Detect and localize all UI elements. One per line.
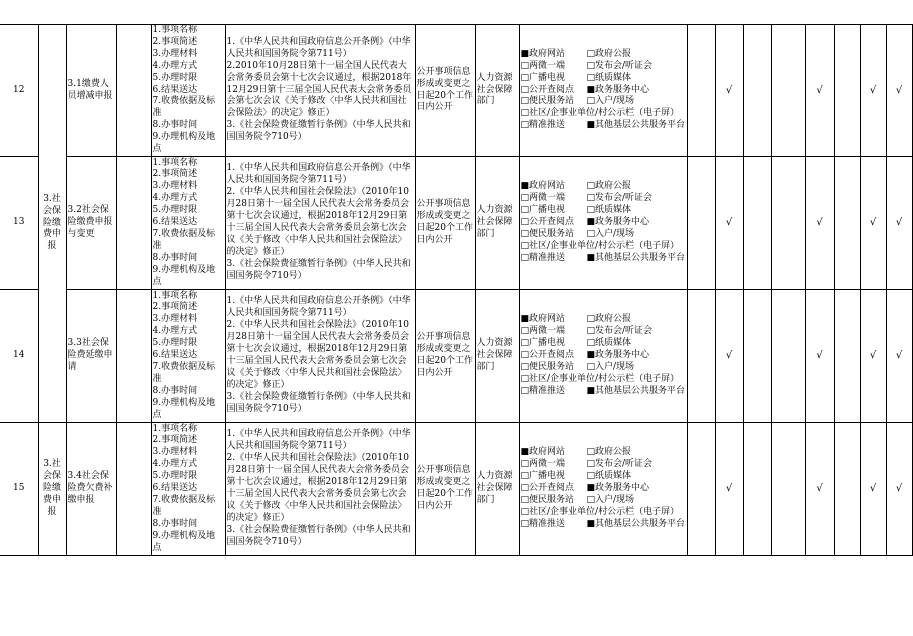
public-elements-cell: 1.事项名称 2.事项简述 3.办理材料 4.办理方式 5.办理时限 6.结果送达 7.收费依据及标准 8.办事时间 9.办理机构及地点 <box>151 157 225 290</box>
checkmark-cell <box>743 25 771 157</box>
checkmark-cell <box>771 25 805 157</box>
checkmark-cell: √ <box>860 157 886 290</box>
checkmark-cell: √ <box>860 423 886 556</box>
channel-option: ■政务服务中心 <box>586 217 650 228</box>
department-cell: 人力资源社会保障部门 <box>475 290 519 423</box>
channels-cell <box>519 290 687 423</box>
channel-line <box>521 108 686 120</box>
channel-option: □精准推送 <box>520 385 566 396</box>
channels-cell <box>519 25 687 157</box>
channel-option: □便民服务站 <box>520 361 575 372</box>
channel-line <box>521 386 686 398</box>
channel-option: □发布会/听证会 <box>586 459 653 470</box>
table-row <box>0 157 912 290</box>
channel-option: ■其他基层公共服务平台 <box>586 252 686 263</box>
time-limit-cell: 公开事项信息形成或变更之日起20个工作日内公开 <box>415 157 475 290</box>
channel-option: □便民服务站 <box>520 96 575 107</box>
department-cell: 人力资源社会保障部门 <box>475 157 519 290</box>
department-cell: 人力资源社会保障部门 <box>475 423 519 556</box>
channel-option: □广播电视 <box>520 72 566 83</box>
channel-option: ■其他基层公共服务平台 <box>586 120 686 131</box>
legal-basis-cell: 1.《中华人民共和国政府信息公开条例》（中华人民共和国国务院令第711号） 2.2010年10月28日第十一届全国人民代表大会常务委员会第十七次会议通过，根据2018年12月29日第十三届全国人民代表大会常务委员会第七次会议《关于修改〈中华人民共和国社会保险法〉的决定》修正） 3.《社会保险费征缴暂行条例》（中华人民共和国国务院令710号） <box>225 25 415 157</box>
channel-option: □公开查阅点 <box>520 84 575 95</box>
channel-option: ■政府网站 <box>520 181 566 192</box>
channel-option: □纸质媒体 <box>586 471 632 482</box>
checkmark-cell: √ <box>886 25 912 157</box>
category-cell: 3.社会保险缴费申报 <box>38 25 66 423</box>
channel-option: □公开查阅点 <box>520 350 575 361</box>
channel-line <box>521 447 686 459</box>
channel-line <box>521 495 686 507</box>
blank-cell <box>116 25 151 157</box>
legal-basis-cell: 1.《中华人民共和国政府信息公开条例》（中华人民共和国国务院令第711号） 2.《中华人民共和国社会保险法》（2010年10月28日第十一届全国人民代表大会常务委员会第十七次会议通过，根据2018年12月29日第十三届全国人民代表大会常务委员会第七次会议《关于修改〈中华人民共和国社会保险法〉的决定》修正） 3.《社会保险费征缴暂行条例》（中华人民共和国国务院令710号） <box>225 157 415 290</box>
subitem-cell: 3.3社会保险费延缴申请 <box>66 290 116 423</box>
channel-option: □入户/现场 <box>586 361 635 372</box>
public-elements-cell: 1.事项名称 2.事项简述 3.办理材料 4.办理方式 5.办理时限 6.结果送达 7.收费依据及标准 8.办事时间 9.办理机构及地点 <box>151 423 225 556</box>
department-cell: 人力资源社会保障部门 <box>475 25 519 157</box>
row-number-cell: 13 <box>0 157 38 290</box>
channel-option: □政府公报 <box>586 181 632 192</box>
channel-option: □社区/企事业单位/村公示栏（电子屏） <box>520 108 680 119</box>
disclosure-table <box>0 24 913 556</box>
channel-line <box>521 326 686 338</box>
channel-option: ■政务服务中心 <box>586 84 650 95</box>
table-row <box>0 423 912 556</box>
checkmark-cell: √ <box>860 290 886 423</box>
table-row <box>0 290 912 423</box>
channel-option: □两微一端 <box>520 193 566 204</box>
channel-line <box>521 61 686 73</box>
channel-option: □发布会/听证会 <box>586 193 653 204</box>
channel-option: □精准推送 <box>520 252 566 263</box>
channel-option: ■政务服务中心 <box>586 483 650 494</box>
channel-option: □精准推送 <box>520 120 566 131</box>
channel-option: □公开查阅点 <box>520 483 575 494</box>
channel-line <box>521 362 686 374</box>
channels-cell <box>519 157 687 290</box>
table-row <box>0 25 912 157</box>
channel-line <box>521 120 686 132</box>
time-limit-cell: 公开事项信息形成或变更之日起20个工作日内公开 <box>415 290 475 423</box>
blank-cell <box>116 423 151 556</box>
checkmark-cell <box>687 157 715 290</box>
channel-line <box>521 350 686 362</box>
checkmark-cell: √ <box>805 423 834 556</box>
channel-option: □广播电视 <box>520 205 566 216</box>
channel-line <box>521 483 686 495</box>
row-number-cell: 12 <box>0 25 38 157</box>
public-elements-cell: 1.事项名称 2.事项简述 3.办理材料 4.办理方式 5.办理时限 6.结果送达 7.收费依据及标准 8.办事时间 9.办理机构及地点 <box>151 25 225 157</box>
channel-line <box>521 459 686 471</box>
channel-option: □便民服务站 <box>520 494 575 505</box>
checkmark-cell: √ <box>805 290 834 423</box>
checkmark-cell <box>771 290 805 423</box>
channel-line <box>521 374 686 386</box>
channel-option: □便民服务站 <box>520 228 575 239</box>
legal-basis-cell: 1.《中华人民共和国政府信息公开条例》（中华人民共和国国务院令第711号） 2.《中华人民共和国社会保险法》（2010年10月28日第十一届全国人民代表大会常务委员会第十七次会议通过，根据2018年12月29日第十三届全国人民代表大会常务委员会第七次会议《关于修改〈中华人民共和国社会保险法〉的决定》修正） 3.《社会保险费征缴暂行条例》（中华人民共和国国务院令710号） <box>225 423 415 556</box>
public-elements-cell: 1.事项名称 2.事项简述 3.办理材料 4.办理方式 5.办理时限 6.结果送达 7.收费依据及标准 8.办事时间 9.办理机构及地点 <box>151 290 225 423</box>
channel-line <box>521 96 686 108</box>
category-cell: 3.社会保险缴费申报 <box>38 423 66 556</box>
channel-option: ■其他基层公共服务平台 <box>586 385 686 396</box>
channel-option: □公开查阅点 <box>520 217 575 228</box>
channel-option: □广播电视 <box>520 471 566 482</box>
subitem-cell: 3.1缴费人员增减申报 <box>66 25 116 157</box>
subitem-cell: 3.2社会保险缴费申报与变更 <box>66 157 116 290</box>
checkmark-cell: √ <box>805 25 834 157</box>
row-number-cell: 14 <box>0 290 38 423</box>
channel-line <box>521 229 686 241</box>
channel-option: ■其他基层公共服务平台 <box>586 518 686 529</box>
checkmark-cell <box>687 290 715 423</box>
channel-line <box>521 241 686 253</box>
channel-line <box>521 49 686 61</box>
channel-option: □精准推送 <box>520 518 566 529</box>
channel-option: □政府公报 <box>586 48 632 59</box>
channel-option: □发布会/听证会 <box>586 326 653 337</box>
channel-option: □广播电视 <box>520 338 566 349</box>
channel-line <box>521 471 686 483</box>
disclosure-table-sheet <box>0 24 903 556</box>
channel-option: □社区/企事业单位/村公示栏（电子屏） <box>520 240 680 251</box>
checkmark-cell <box>834 290 860 423</box>
channel-line <box>521 519 686 531</box>
channel-option: □入户/现场 <box>586 494 635 505</box>
channel-option: □发布会/听证会 <box>586 60 653 71</box>
checkmark-cell: √ <box>860 25 886 157</box>
checkmark-cell <box>743 423 771 556</box>
channel-line <box>521 193 686 205</box>
checkmark-cell: √ <box>715 290 743 423</box>
channel-option: ■政府网站 <box>520 447 566 458</box>
channel-option: ■政府网站 <box>520 314 566 325</box>
time-limit-cell: 公开事项信息形成或变更之日起20个工作日内公开 <box>415 25 475 157</box>
checkmark-cell <box>771 157 805 290</box>
checkmark-cell <box>687 423 715 556</box>
blank-cell <box>116 157 151 290</box>
channel-option: ■政务服务中心 <box>586 350 650 361</box>
channel-option: ■政府网站 <box>520 48 566 59</box>
checkmark-cell <box>743 157 771 290</box>
channel-option: □政府公报 <box>586 447 632 458</box>
checkmark-cell <box>834 25 860 157</box>
channel-line <box>521 217 686 229</box>
channel-option: □两微一端 <box>520 326 566 337</box>
channel-line <box>521 205 686 217</box>
channel-option: □纸质媒体 <box>586 338 632 349</box>
checkmark-cell <box>834 423 860 556</box>
checkmark-cell: √ <box>715 157 743 290</box>
checkmark-cell: √ <box>805 157 834 290</box>
channel-line <box>521 314 686 326</box>
channel-option: □两微一端 <box>520 459 566 470</box>
blank-cell <box>116 290 151 423</box>
channel-option: □纸质媒体 <box>586 205 632 216</box>
channel-option: □纸质媒体 <box>586 72 632 83</box>
checkmark-cell <box>743 290 771 423</box>
checkmark-cell: √ <box>715 25 743 157</box>
subitem-cell: 3.4社会保险费欠费补缴申报 <box>66 423 116 556</box>
channels-cell <box>519 423 687 556</box>
checkmark-cell: √ <box>886 290 912 423</box>
channel-option: □社区/企事业单位/村公示栏（电子屏） <box>520 506 680 517</box>
legal-basis-cell: 1.《中华人民共和国政府信息公开条例》（中华人民共和国国务院令第711号） 2.《中华人民共和国社会保险法》（2010年10月28日第十一届全国人民代表大会常务委员会第十七次会议通过，根据2018年12月29日第十三届全国人民代表大会常务委员会第七次会议《关于修改〈中华人民共和国社会保险法〉的决定》修正） 3.《社会保险费征缴暂行条例》（中华人民共和国国务院令710号） <box>225 290 415 423</box>
channel-option: □政府公报 <box>586 314 632 325</box>
checkmark-cell: √ <box>886 157 912 290</box>
channel-option: □社区/企事业单位/村公示栏（电子屏） <box>520 373 680 384</box>
channel-line <box>521 507 686 519</box>
row-number-cell: 15 <box>0 423 38 556</box>
checkmark-cell: √ <box>886 423 912 556</box>
channel-option: □入户/现场 <box>586 228 635 239</box>
channel-line <box>521 338 686 350</box>
channel-line <box>521 73 686 85</box>
channel-line <box>521 253 686 265</box>
channel-line <box>521 181 686 193</box>
channel-option: □两微一端 <box>520 60 566 71</box>
channel-option: □入户/现场 <box>586 96 635 107</box>
time-limit-cell: 公开事项信息形成或变更之日起20个工作日内公开 <box>415 423 475 556</box>
checkmark-cell <box>834 157 860 290</box>
channel-line <box>521 85 686 97</box>
checkmark-cell <box>687 25 715 157</box>
checkmark-cell <box>771 423 805 556</box>
checkmark-cell: √ <box>715 423 743 556</box>
